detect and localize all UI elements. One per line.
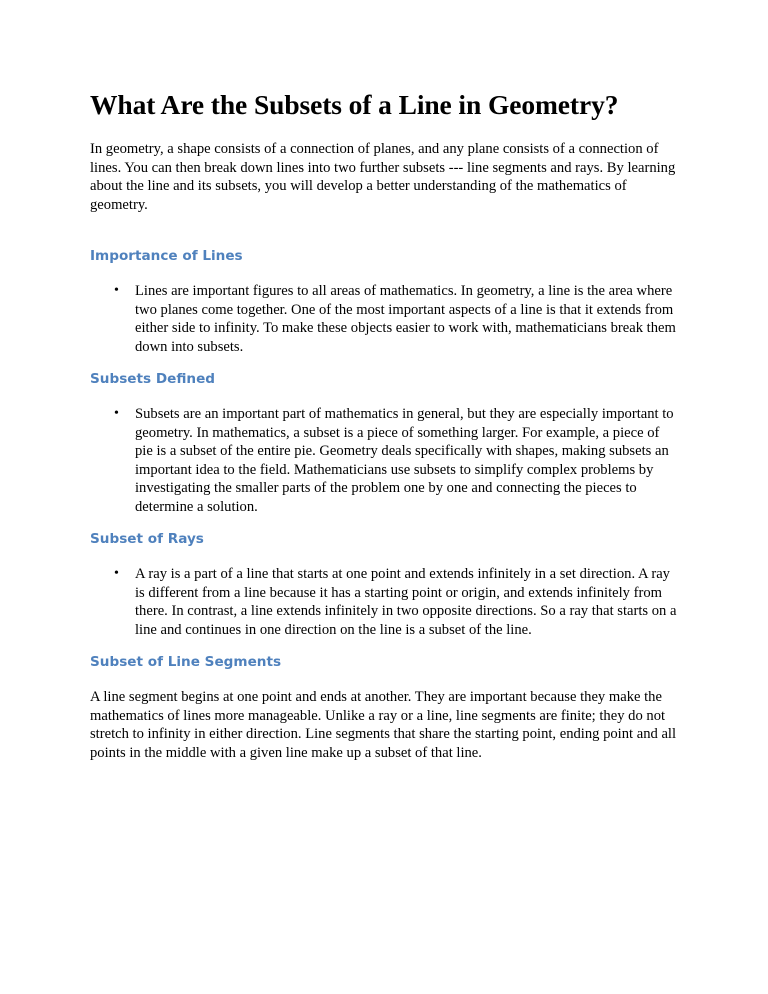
list-item-text: A ray is a part of a line that starts at one point and extends infinitely in a set direction. A ray is different from a line because it has a starting point or origin, and extends infinitely from there. In contrast, a line extends infinitely in two opposite directions. So a ray that starts on a line and continues in one direction on the line is a subset of the line. <box>135 566 677 638</box>
document-page <box>90 88 680 762</box>
list-item <box>90 405 680 516</box>
list-item-text: Lines are important figures to all areas of mathematics. In geometry, a line is the area where two planes come together. One of the most important aspects of a line is that it extends from either side to infinity. To make these objects easier to work with, mathematicians break them down into subsets. <box>135 283 676 355</box>
bullet-icon: • <box>114 283 119 298</box>
section-heading-subsets-defined: Subsets Defined <box>90 371 216 387</box>
page-title: What Are the Subsets of a Line in Geometry? <box>90 89 619 120</box>
section-heading-importance-of-lines: Importance of Lines <box>90 248 243 264</box>
list-item <box>90 282 680 356</box>
closing-paragraph: A line segment begins at one point and ends at another. They are important because they make the mathematics of lines more manageable. Unlike a ray or a line, line segments are finite; they do not stretch to infinity in either direction. Line segments that share the starting point, ending point and all points in the middle with a given line make up a subset of that line. <box>90 689 677 761</box>
section-heading-subset-of-line-segments: Subset of Line Segments <box>90 654 282 670</box>
list-item <box>90 565 680 639</box>
bullet-list <box>90 405 680 516</box>
list-item-text: Subsets are an important part of mathematics in general, but they are especially important to geometry. In mathematics, a subset is a piece of something larger. For example, a piece of pie is a subset of the entire pie. Geometry deals specifically with shapes, making subsets an important idea to the field. Mathematicians use subsets to simplify complex problems by investigating the smaller parts of the problem one by one and connecting the pieces to determine a solution. <box>135 406 674 515</box>
bullet-icon: • <box>114 406 119 421</box>
bullet-icon: • <box>114 566 119 581</box>
intro-paragraph: In geometry, a shape consists of a connection of planes, and any plane consists of a connection of lines. You can then break down lines into two further subsets --- line segments and rays. By learning about the line and its subsets, you will develop a better understanding of the mathematics of geometry. <box>90 141 676 213</box>
bullet-list <box>90 282 680 356</box>
section-heading-subset-of-rays: Subset of Rays <box>90 531 204 547</box>
bullet-list <box>90 565 680 639</box>
